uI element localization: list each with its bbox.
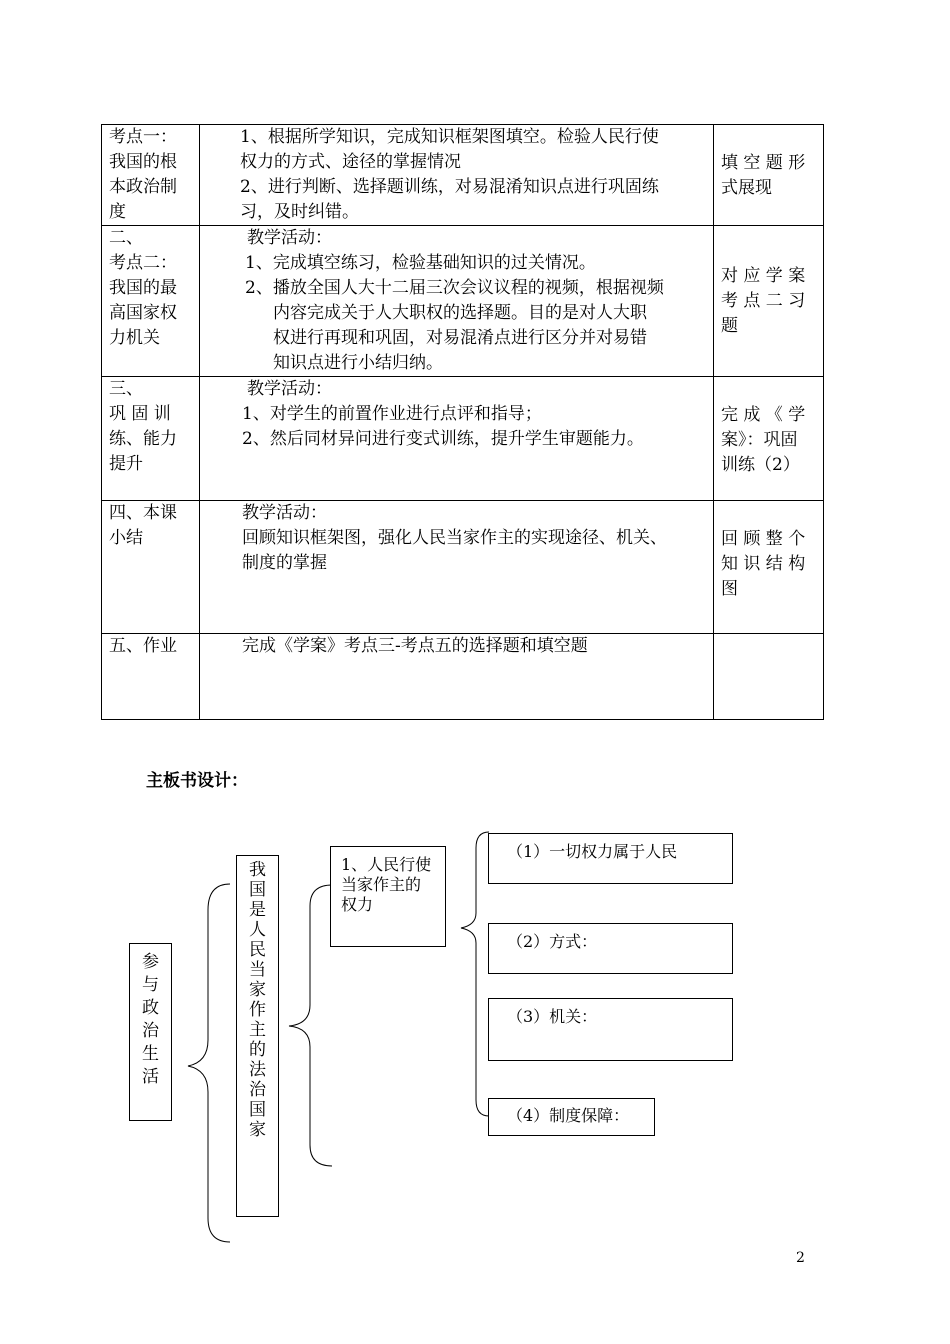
row1-activity-line: 习，及时纠错。 (240, 202, 359, 222)
row1-stage-line: 考点一： (109, 127, 177, 147)
vertical-char: 的 (249, 1040, 266, 1060)
row5-stage-line: 五、作业 (109, 636, 177, 656)
row2-activity-line: 1、完成填空练习，检验基础知识的过关情况。 (245, 253, 596, 273)
brace-level2 (461, 832, 489, 1116)
row3-note-line: 训练（2） (721, 455, 800, 475)
row4-activity-line: 回顾知识框架图，强化人民当家作主的实现途径、机关、 (242, 528, 667, 548)
level2-node-line: 权力 (341, 895, 374, 914)
vertical-char: 当 (249, 960, 266, 980)
row3-activity-line: 1、对学生的前置作业进行点评和指导； (242, 404, 542, 424)
vertical-char: 法 (249, 1060, 266, 1080)
item-box-2 (488, 923, 733, 974)
vertical-char: 治 (142, 1021, 159, 1041)
row1-activity-line: 1、根据所学知识，完成知识框架图填空。检验人民行使 (240, 127, 659, 147)
item-box-4 (488, 1098, 655, 1136)
page-number: 2 (796, 1250, 805, 1266)
row3-stage-line: 三、 (109, 379, 143, 399)
vertical-char: 政 (142, 998, 159, 1018)
item-label-1: （1）一切权力属于人民 (507, 842, 678, 861)
root-node-label (130, 944, 171, 1089)
row1-activity-line: 权力的方式、途径的掌握情况 (240, 152, 461, 172)
row3-activity-line: 2、然后同材异问进行变式训练，提升学生审题能力。 (242, 429, 644, 449)
vertical-char: 作 (249, 1000, 266, 1020)
row1-activity-line: 2、进行判断、选择题训练，对易混淆知识点进行巩固练 (240, 177, 659, 197)
vertical-char: 国 (249, 880, 266, 900)
level2-node-line: 1、人民行使 (341, 855, 432, 874)
row3-note-line: 完 成 《 学 (721, 405, 806, 425)
row2-activity-line: 权进行再现和巩固，对易混淆点进行区分并对易错 (273, 328, 647, 348)
row2-note-line: 考 点 二 习 (721, 291, 806, 311)
row1-stage-line: 我国的根 (109, 152, 177, 172)
vertical-char: 主 (249, 1020, 266, 1040)
level2-node-box (330, 846, 446, 947)
brace-level1 (289, 885, 332, 1166)
vertical-char: 我 (249, 860, 266, 880)
vertical-char: 活 (142, 1067, 159, 1087)
row4-activity-line: 制度的掌握 (242, 553, 327, 573)
row5-activity-line: 完成《学案》考点三-考点五的选择题和填空题 (242, 636, 588, 656)
level2-node-line: 当家作主的 (341, 875, 422, 894)
vertical-char: 国 (249, 1100, 266, 1120)
item-label-4: （4）制度保障： (507, 1106, 630, 1125)
row3-stage-line: 提升 (109, 454, 143, 474)
row2-activity-line: 内容完成关于人大职权的选择题。目的是对人大职 (273, 303, 647, 323)
row4-activity-line: 教学活动： (242, 503, 327, 523)
row2-stage-line: 二、 (109, 228, 143, 248)
row1-note-line: 式展现 (721, 178, 772, 198)
item-label-2: （2）方式： (507, 932, 598, 951)
row2-stage-line: 我国的最 (109, 278, 177, 298)
board-design-heading: 主板书设计： (146, 771, 248, 791)
row2-note-line: 对 应 学 案 (721, 266, 806, 286)
row2-stage-line: 高国家权 (109, 303, 177, 323)
row4-note-line: 回 顾 整 个 (721, 529, 806, 549)
item-label-3: （3）机关： (507, 1007, 598, 1026)
vertical-char: 参 (142, 952, 159, 972)
level1-node-box (236, 855, 279, 1217)
row3-stage-line: 练、能力 (109, 429, 177, 449)
vertical-char: 人 (249, 920, 266, 940)
vertical-char: 民 (249, 940, 266, 960)
vertical-char: 家 (249, 980, 266, 1000)
row2-activity-line: 教学活动： (247, 228, 332, 248)
row2-activity-line: 2、播放全国人大十二届三次会议议程的视频，根据视频 (245, 278, 664, 298)
row4-note-line: 知 识 结 构 (721, 554, 806, 574)
row4-stage-line: 小结 (109, 528, 143, 548)
row3-stage-line: 巩 固 训 (109, 404, 171, 424)
vertical-char: 生 (142, 1044, 159, 1064)
item-box-1 (488, 833, 733, 884)
vertical-char: 家 (249, 1120, 266, 1140)
row2-stage-line: 考点二： (109, 253, 177, 273)
row2-stage-line: 力机关 (109, 328, 160, 348)
row3-note-line: 案》：巩固 (721, 430, 798, 450)
item-box-3 (488, 998, 733, 1061)
row1-note-line: 填 空 题 形 (721, 153, 806, 173)
row2-note-line: 题 (721, 316, 738, 336)
row1-stage-line: 本政治制 (109, 177, 177, 197)
row4-stage-line: 四、本课 (109, 503, 177, 523)
row3-activity-line: 教学活动： (247, 379, 332, 399)
row2-activity-line: 知识点进行小结归纳。 (273, 353, 443, 373)
vertical-char: 是 (249, 900, 266, 920)
level1-node-label (237, 856, 278, 1140)
brace-root (188, 884, 230, 1242)
vertical-char: 与 (142, 975, 159, 995)
root-node-box (129, 943, 172, 1121)
row1-stage-line: 度 (109, 202, 126, 222)
vertical-char: 治 (249, 1080, 266, 1100)
row4-note-line: 图 (721, 579, 738, 599)
